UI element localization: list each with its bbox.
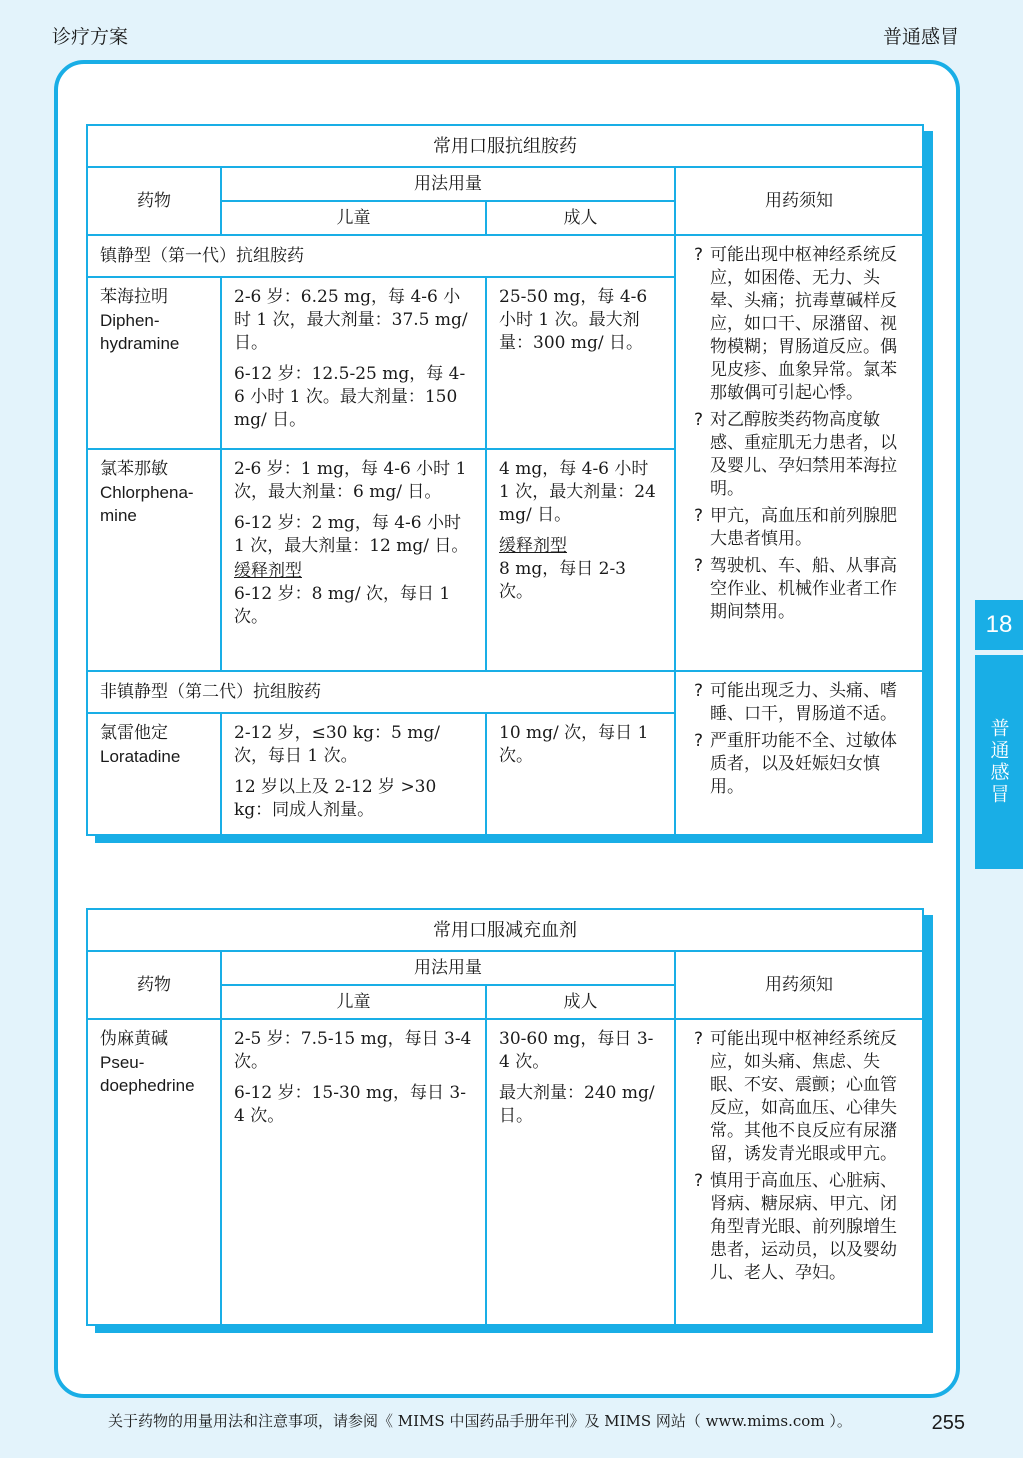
page-number: 255 — [931, 1412, 965, 1434]
drug-name-cn: 苯海拉明 — [100, 287, 168, 307]
child-dose-cell — [221, 713, 486, 835]
drug-name-en: Chlorphena- — [100, 483, 194, 502]
dose-text: 30-60 mg，每日 3-4 次。 — [499, 1029, 654, 1072]
note-bullet-icon: ? — [694, 245, 704, 265]
note-bullet-icon: ? — [694, 681, 704, 701]
chapter-label-tab: 普通感冒 — [975, 655, 1023, 869]
col-header-dosage: 用法用量 — [221, 167, 675, 201]
dose-text: 6-12 岁：12.5-25 mg，每 4-6 小时 1 次。最大剂量：150 mg/ 日。 — [234, 364, 466, 430]
drug-name-cn: 氯雷他定 — [100, 723, 168, 743]
col-header-child: 儿童 — [221, 201, 486, 235]
col-header-adult: 成人 — [486, 201, 675, 235]
dose-text: 12 岁以上及 2-12 岁 >30 kg：同成人剂量。 — [234, 777, 437, 820]
dose-text: 2-6 岁：6.25 mg，每 4-6 小时 1 次，最大剂量：37.5 mg/ 日。 — [234, 287, 468, 353]
col-header-adult: 成人 — [486, 985, 675, 1019]
note-item: ? 驾驶机、车、船、从事高空作业、机械作业者工作期间禁用。 — [694, 556, 897, 622]
dose-text: 25-50 mg，每 4-6 小时 1 次。最大剂量：300 mg/ 日。 — [499, 287, 648, 353]
note-bullet-icon: ? — [694, 506, 704, 526]
table-title: 常用口服减充血剂 — [87, 909, 923, 951]
sustained-release-label: 缓释剂型 — [499, 536, 567, 556]
drug-name-cell — [87, 277, 221, 449]
dose-text: 6-12 岁：2 mg，每 4-6 小时 1 次，最大剂量：12 mg/ 日。 — [234, 513, 469, 556]
adult-dose-cell — [486, 713, 675, 835]
col-header-notes: 用药须知 — [675, 167, 923, 235]
child-dose-cell — [221, 449, 486, 671]
note-bullet-icon: ? — [694, 731, 704, 751]
dose-text: 10 mg/ 次，每日 1 次。 — [499, 723, 649, 766]
dose-text: 4 mg，每 4-6 小时 1 次，最大剂量：24 mg/ 日。 — [499, 459, 656, 525]
dose-text: 最大剂量：240 mg/ 日。 — [499, 1083, 655, 1126]
adult-dose-cell — [486, 449, 675, 671]
dose-text: 6-12 岁：15-30 mg，每日 3-4 次。 — [234, 1083, 466, 1126]
dose-text: 2-5 岁：7.5-15 mg，每日 3-4 次。 — [234, 1029, 472, 1072]
section-header: 镇静型（第一代）抗组胺药 — [87, 235, 675, 277]
drug-name-cell — [87, 449, 221, 671]
col-header-drug: 药物 — [87, 951, 221, 1019]
note-item: ? 可能出现中枢神经系统反应，如头痛、焦虑、失眠、不安、震颤；心血管反应，如高血压、心律失常。其他不良反应有尿潴留，诱发青光眼或甲亢。 — [694, 1029, 897, 1164]
col-header-notes: 用药须知 — [675, 951, 923, 1019]
notes-cell — [675, 671, 923, 835]
decongestant-table — [86, 908, 924, 1326]
note-item: ? 可能出现中枢神经系统反应，如困倦、无力、头晕、头痛；抗毒蕈碱样反应，如口干、尿潴留、视物模糊；胃肠道反应。偶见皮疹、血象异常。氯苯那敏偶可引起心悸。 — [694, 245, 897, 403]
adult-dose-cell — [486, 277, 675, 449]
drug-name-en: mine — [100, 506, 137, 525]
section-header: 非镇静型（第二代）抗组胺药 — [87, 671, 675, 713]
col-header-child: 儿童 — [221, 985, 486, 1019]
table-title: 常用口服抗组胺药 — [87, 125, 923, 167]
note-bullet-icon: ? — [694, 410, 704, 430]
drug-name-en: Loratadine — [100, 747, 181, 766]
notes-cell — [675, 1019, 923, 1325]
note-item: ? 严重肝功能不全、过敏体质者，以及妊娠妇女慎用。 — [694, 731, 897, 797]
footer-note: 关于药物的用量用法和注意事项，请参阅《 MIMS 中国药品手册年刊》及 MIMS 网站（ www.mims.com ）。 — [108, 1412, 852, 1430]
dose-text: 8 mg，每日 2-3 次。 — [499, 559, 627, 602]
drug-name-en: doephedrine — [100, 1076, 195, 1095]
drug-name-cn: 伪麻黄碱 — [100, 1029, 168, 1049]
adult-dose-cell — [486, 1019, 675, 1325]
drug-name-en: hydramine — [100, 334, 180, 353]
dose-text: 2-6 岁：1 mg，每 4-6 小时 1 次，最大剂量：6 mg/ 日。 — [234, 459, 467, 502]
page-header-right: 普通感冒 — [882, 26, 959, 48]
drug-name-en: Pseu- — [100, 1053, 145, 1072]
note-bullet-icon: ? — [694, 1029, 704, 1049]
dose-text: 2-12 岁，≤30 kg：5 mg/ 次，每日 1 次。 — [234, 723, 441, 766]
drug-name-cn: 氯苯那敏 — [100, 459, 168, 479]
note-item: ? 慎用于高血压、心脏病、肾病、糖尿病、甲亢、闭角型青光眼、前列腺增生患者，运动员，以及婴幼儿、老人、孕妇。 — [694, 1171, 897, 1283]
drug-name-cell — [87, 713, 221, 835]
note-bullet-icon: ? — [694, 556, 704, 576]
child-dose-cell — [221, 277, 486, 449]
drug-name-en: Diphen- — [100, 311, 160, 330]
page-header-left: 诊疗方案 — [52, 26, 129, 48]
col-header-drug: 药物 — [87, 167, 221, 235]
note-item: ? 甲亢，高血压和前列腺肥大患者慎用。 — [694, 506, 897, 549]
antihistamine-table — [86, 124, 924, 836]
note-item: ? 对乙醇胺类药物高度敏感、重症肌无力患者，以及婴儿、孕妇禁用苯海拉明。 — [694, 410, 897, 499]
dose-text: 6-12 岁：8 mg/ 次，每日 1 次。 — [234, 584, 451, 627]
child-dose-cell — [221, 1019, 486, 1325]
note-bullet-icon: ? — [694, 1171, 704, 1191]
col-header-dosage: 用法用量 — [221, 951, 675, 985]
chapter-number-tab: 18 — [975, 600, 1023, 650]
notes-cell — [675, 235, 923, 671]
sustained-release-label: 缓释剂型 — [234, 561, 302, 581]
drug-name-cell — [87, 1019, 221, 1325]
note-item: ? 可能出现乏力、头痛、嗜睡、口干，胃肠道不适。 — [694, 681, 897, 724]
